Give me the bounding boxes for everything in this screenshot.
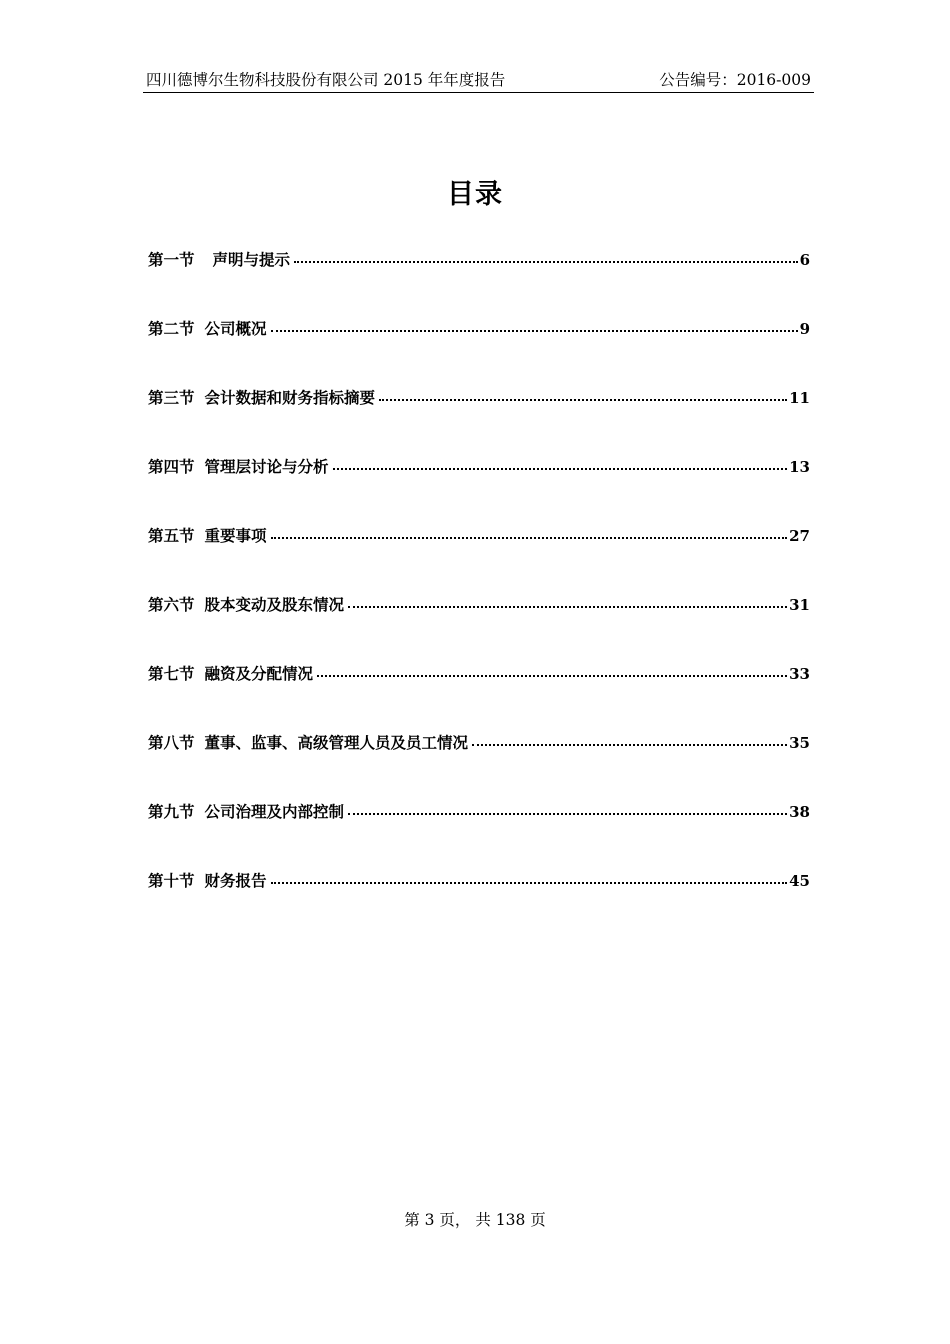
toc-page-number: 9 xyxy=(799,320,810,338)
page-footer: 第 3 页， 共 138 页 xyxy=(404,1211,546,1229)
toc-item[interactable] xyxy=(148,593,810,662)
toc-section-number: 第一节 xyxy=(148,251,195,269)
toc-item[interactable] xyxy=(148,869,810,938)
page-header xyxy=(143,66,814,93)
toc-section-number: 第七节 xyxy=(148,665,195,683)
toc-dot-leader xyxy=(271,882,788,884)
toc-dot-leader xyxy=(271,330,798,332)
toc-section-name: 重要事项 xyxy=(204,527,267,545)
toc-dot-leader xyxy=(348,606,787,608)
toc-section-number: 第八节 xyxy=(148,734,195,752)
toc-section-number: 第三节 xyxy=(148,389,195,407)
toc-item[interactable] xyxy=(148,731,810,800)
toc-section-name: 董事、监事、高级管理人员及员工情况 xyxy=(204,734,469,752)
toc-section-number: 第十节 xyxy=(148,872,195,890)
toc-item[interactable] xyxy=(148,455,810,524)
toc-section-name: 股本变动及股东情况 xyxy=(204,596,345,614)
toc-section-name: 声明与提示 xyxy=(212,251,291,269)
toc-item[interactable] xyxy=(148,524,810,593)
toc-section-number: 第五节 xyxy=(148,527,195,545)
toc-section-name: 管理层讨论与分析 xyxy=(204,458,329,476)
toc-item[interactable] xyxy=(148,248,810,317)
toc-section-name: 财务报告 xyxy=(204,872,267,890)
toc-section-number: 第四节 xyxy=(148,458,195,476)
toc-dot-leader xyxy=(333,468,788,470)
table-of-contents xyxy=(148,248,810,938)
toc-page-number: 11 xyxy=(789,389,810,407)
toc-dot-leader xyxy=(379,399,787,401)
toc-page-number: 31 xyxy=(789,596,810,614)
toc-section-name: 融资及分配情况 xyxy=(204,665,314,683)
toc-item[interactable] xyxy=(148,386,810,455)
toc-section-name: 会计数据和财务指标摘要 xyxy=(204,389,376,407)
toc-page-number: 6 xyxy=(799,251,810,269)
page-title: 目录 xyxy=(447,179,503,210)
toc-item[interactable] xyxy=(148,800,810,869)
header-announcement-number: 公告编号：2016-009 xyxy=(659,71,811,89)
toc-page-number: 13 xyxy=(789,458,810,476)
toc-dot-leader xyxy=(317,675,787,677)
toc-page-number: 35 xyxy=(789,734,810,752)
toc-page-number: 38 xyxy=(789,803,810,821)
toc-dot-leader xyxy=(271,537,788,539)
toc-item[interactable] xyxy=(148,662,810,731)
toc-section-name: 公司治理及内部控制 xyxy=(204,803,345,821)
toc-section-number: 第六节 xyxy=(148,596,195,614)
toc-page-number: 45 xyxy=(789,872,810,890)
toc-item[interactable] xyxy=(148,317,810,386)
toc-dot-leader xyxy=(348,813,787,815)
toc-section-number: 第九节 xyxy=(148,803,195,821)
toc-page-number: 33 xyxy=(789,665,810,683)
header-document-title: 四川德博尔生物科技股份有限公司 2015 年年度报告 xyxy=(146,71,506,89)
toc-section-name: 公司概况 xyxy=(204,320,267,338)
toc-section-number: 第二节 xyxy=(148,320,195,338)
toc-dot-leader xyxy=(294,261,798,263)
toc-page-number: 27 xyxy=(789,527,810,545)
toc-dot-leader xyxy=(472,744,787,746)
